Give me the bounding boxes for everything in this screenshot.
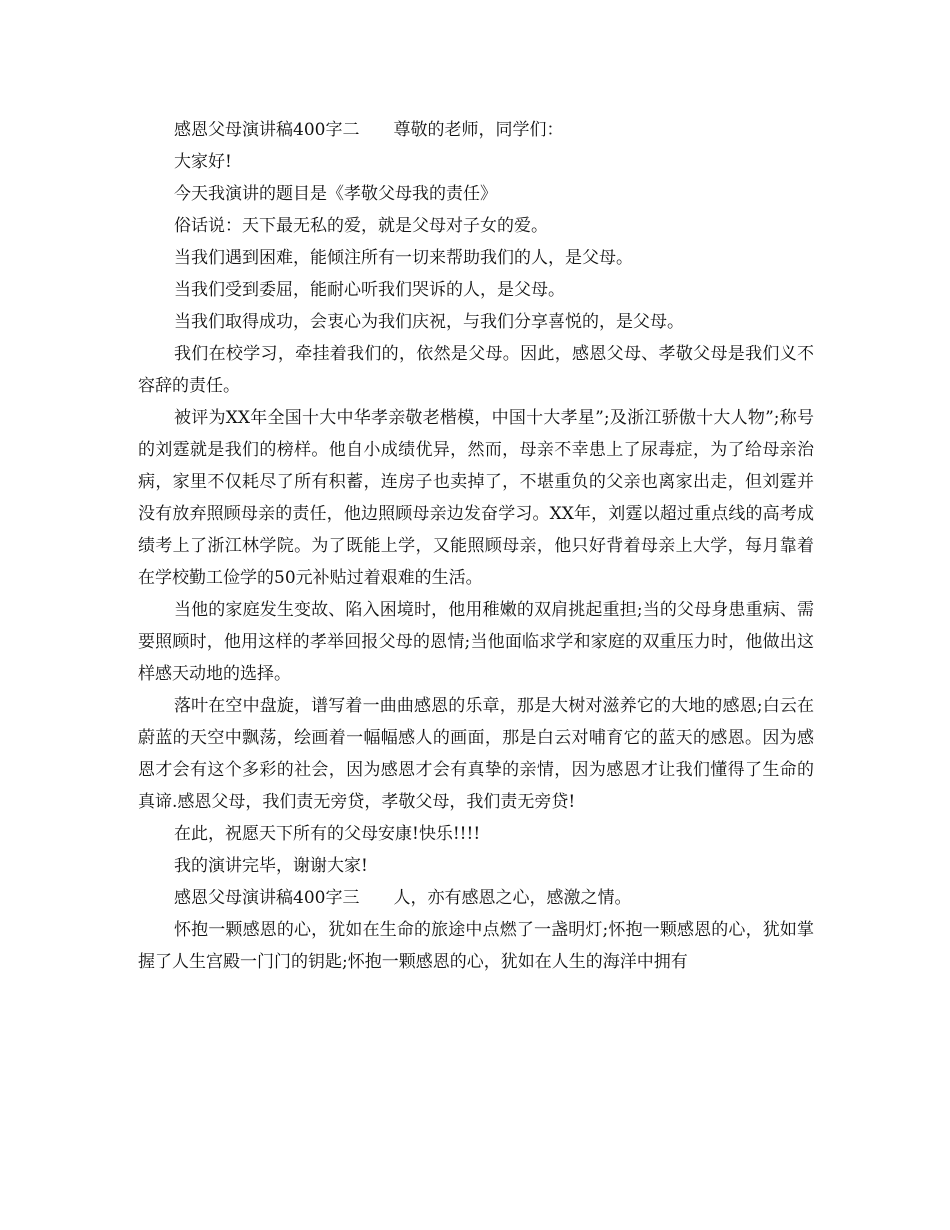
heading-speech-three: 感恩父母演讲稿400字三 人，亦有感恩之心，感激之情。: [174, 888, 632, 908]
paragraph-falling-leaves: 落叶在空中盘旋，谱写着一曲曲感恩的乐章，那是大树对滋养它的大地的感恩;白云在蔚蓝的天空中飘荡，绘画着一幅幅感人的画面，那是白云对哺育它的蓝天的感恩。因为感恩才会有这个多彩的社会，因为感恩才会有真挚的亲情，因为感恩才让我们懂得了生命的真谛.感恩父母，我们责无旁贷，孝敬父母，我们责无旁贷!: [138, 696, 814, 812]
paragraph-family-change: 当他的家庭发生变故、陷入困境时，他用稚嫩的双肩挑起重担;当的父母身患重病、需要照顾时，他用这样的孝举回报父母的恩情;当他面临求学和家庭的双重压力时，他做出这样感天动地的选择。: [138, 600, 814, 684]
paragraph-grievance: 当我们受到委屈，能耐心听我们哭诉的人，是父母。: [174, 280, 565, 300]
paragraph-grateful-heart: 怀抱一颗感恩的心，犹如在生命的旅途中点燃了一盏明灯;怀抱一颗感恩的心，犹如掌握了人生宫殿一门门的钥匙;怀抱一颗感恩的心，犹如在人生的海洋中拥有: [138, 920, 814, 972]
document-body: [138, 114, 814, 978]
paragraph-wishes: 在此，祝愿天下所有的父母安康!快乐!!!!: [174, 824, 481, 844]
heading-speech-two: 感恩父母演讲稿400字二 尊敬的老师，同学们：: [174, 120, 564, 140]
speech-topic: 今天我演讲的题目是《孝敬父母我的责任》: [174, 184, 497, 204]
paragraph-closing: 我的演讲完毕，谢谢大家!: [174, 856, 368, 876]
paragraph-liu-ting-story: 被评为XX年全国十大中华孝亲敬老楷模，中国十大孝星”;及浙江骄傲十大人物”;称号的刘霆就是我们的榜样。他自小成绩优异，然而，母亲不幸患上了尿毒症，为了给母亲治病，家里不仅耗尽了所有积蓄，连房子也卖掉了，不堪重负的父亲也离家出走，但刘霆并没有放弃照顾母亲的责任，他边照顾母亲边发奋学习。XX年，刘霆以超过重点线的高考成绩考上了浙江林学院。为了既能上学，又能照顾母亲，他只好背着母亲上大学，每月靠着在学校勤工俭学的50元补贴过着艰难的生活。: [138, 408, 814, 588]
paragraph-difficulty: 当我们遇到困难，能倾注所有一切来帮助我们的人，是父母。: [174, 248, 633, 268]
paragraph-responsibility: 我们在校学习，牵挂着我们的，依然是父母。因此，感恩父母、孝敬父母是我们义不容辞的责任。: [138, 344, 814, 396]
greeting: 大家好!: [174, 152, 232, 172]
paragraph-success: 当我们取得成功，会衷心为我们庆祝，与我们分享喜悦的，是父母。: [174, 312, 684, 332]
paragraph-proverb: 俗话说：天下最无私的爱，就是父母对子女的爱。: [174, 216, 548, 236]
